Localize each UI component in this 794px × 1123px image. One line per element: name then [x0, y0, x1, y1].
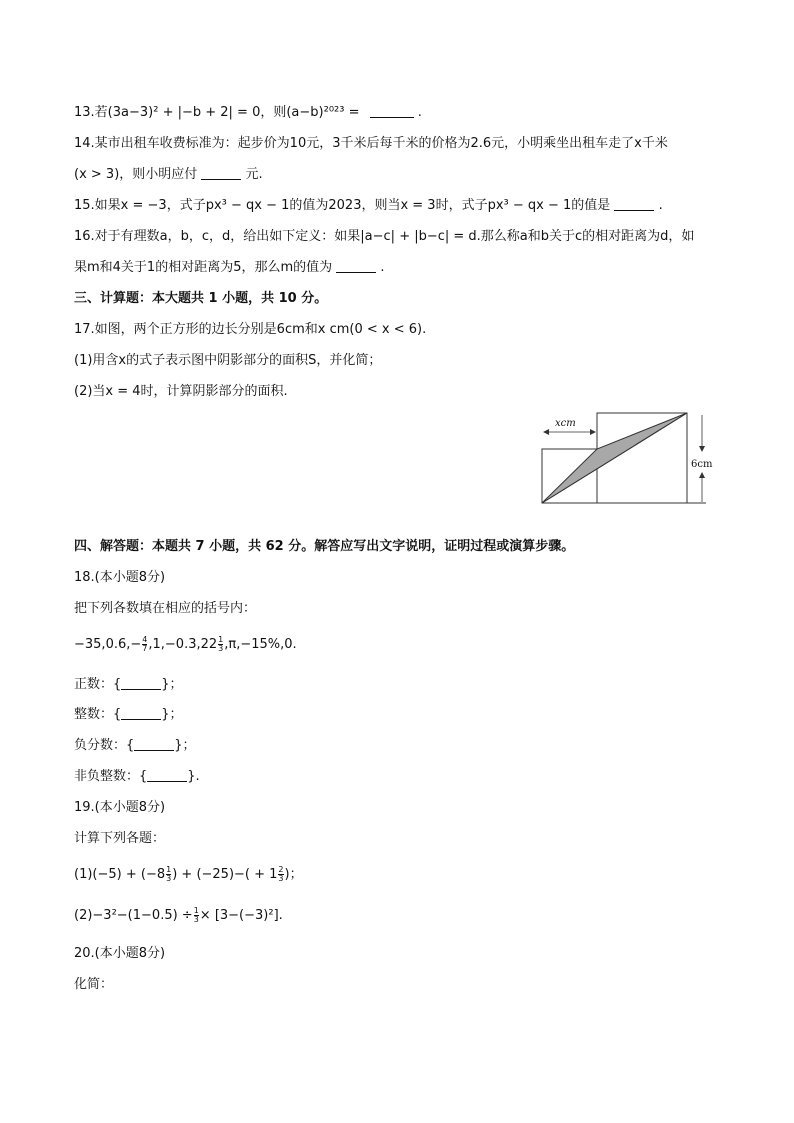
positive-label: 正数：{: [74, 677, 122, 692]
frac-den: 3: [278, 874, 284, 883]
q19-expr1: [74, 866, 303, 884]
frac-den: 3: [218, 644, 224, 653]
expr1-c: )；: [284, 867, 303, 882]
q15-text: 15.如果x = −3，式子px³ − qx − 1的值为2023，则当x = 3时，式子px³ − qx − 1的值是: [74, 198, 611, 213]
q14-line2-b: 元.: [245, 167, 263, 182]
q13-text: 13.若(3a−3)² + |−b + 2| = 0，则(a−b)²⁰²³ =: [74, 105, 360, 120]
integer-label: 整数：{: [74, 707, 122, 722]
nonnegative-integer-close: }.: [187, 769, 200, 784]
label-6cm: 6cm: [691, 459, 713, 470]
frac-den: 3: [166, 874, 172, 883]
expr1-a: (1)(−5) + (−8: [74, 867, 166, 882]
height-arrowhead-top: [699, 472, 705, 478]
q17-part1: (1)用含x的式子表示图中阴影部分的面积S，并化简；: [74, 353, 382, 368]
fraction-4-7: [142, 636, 147, 653]
q17-stem: 17.如图，两个正方形的边长分别是6cm和x cm(0 < x < 6).: [74, 322, 427, 337]
q15-answer-blank[interactable]: [614, 198, 654, 211]
negative-fraction-label: 负分数：{: [74, 738, 135, 753]
q16-line2-b: .: [380, 260, 385, 275]
q19-head: 19.(本小题8分): [74, 800, 166, 815]
fraction-1-3: [194, 907, 199, 924]
q15: [74, 197, 663, 215]
x-arrowhead-left: [543, 429, 549, 435]
list-part-b: ,1,−0.3,22: [148, 637, 218, 652]
q14-answer-blank[interactable]: [201, 167, 241, 180]
q17-figure: [540, 411, 720, 506]
q15-tail: .: [658, 198, 663, 213]
frac-num: 1: [218, 635, 224, 644]
frac-num: 1: [166, 865, 172, 874]
positive-blank[interactable]: [121, 677, 161, 690]
q13-answer-blank[interactable]: [370, 105, 414, 118]
q18-negative-fraction: [74, 737, 196, 755]
negative-fraction-blank[interactable]: [134, 738, 174, 751]
q14-line2-a: (x > 3)，则小明应付: [74, 167, 198, 182]
fraction-1-3: [218, 636, 223, 653]
q18-instruction: 把下列各数填在相应的括号内：: [74, 601, 257, 616]
q18-integer: [74, 706, 183, 724]
integer-blank[interactable]: [121, 707, 161, 720]
q18-positive: [74, 676, 183, 694]
q16-line2-a: 果m和4关于1的相对距离为5，那么m的值为: [74, 260, 333, 275]
frac-den: 3: [193, 915, 199, 924]
q20-instruction: 化简：: [74, 977, 114, 992]
frac-num: 4: [142, 635, 148, 644]
q13: [74, 104, 422, 122]
expr2-b: × [3−(−3)²].: [199, 908, 283, 923]
q14-line1: 14.某市出租车收费标准为：起步价为10元，3千米后每千米的价格为2.6元，小明乘坐出租车走了x千米: [74, 136, 668, 151]
section-3-heading: 三、计算题：本大题共 1 小题，共 10 分。: [74, 291, 328, 306]
list-part-a: −35,0.6,−: [74, 637, 142, 652]
q20-head: 20.(本小题8分): [74, 946, 166, 961]
frac-den: 7: [142, 644, 148, 653]
q19-instruction: 计算下列各题：: [74, 831, 166, 846]
expr1-b: ) + (−25)−( + 1: [172, 867, 278, 882]
nonnegative-integer-label: 非负整数：{: [74, 769, 148, 784]
q16-answer-blank[interactable]: [336, 260, 376, 273]
x-arrowhead-right: [590, 429, 596, 435]
frac-num: 2: [278, 865, 284, 874]
list-part-c: ,π,−15%,0.: [224, 637, 297, 652]
q14-line2: [74, 166, 263, 184]
positive-close: }；: [161, 677, 183, 692]
fraction-2-3: [278, 866, 283, 883]
integer-close: }；: [161, 707, 183, 722]
q18-nonnegative-integer: [74, 768, 200, 786]
q18-head: 18.(本小题8分): [74, 570, 166, 585]
negative-fraction-close: }；: [174, 738, 196, 753]
nonnegative-integer-blank[interactable]: [147, 769, 187, 782]
q19-expr2: [74, 907, 283, 925]
q16-line1: 16.对于有理数a，b，c，d，给出如下定义：如果|a−c| + |b−c| = d.那么称a和b关于c的相对距离为d，如: [74, 229, 695, 244]
label-x-cm: xcm: [555, 418, 576, 429]
expr2-a: (2)−3²−(1−0.5) ÷: [74, 908, 193, 923]
q16-line2: [74, 259, 385, 277]
q18-number-list: [74, 636, 297, 654]
q13-tail: .: [417, 105, 422, 120]
section-4-heading: 四、解答题：本题共 7 小题，共 62 分。解答应写出文字说明，证明过程或演算步骤。: [74, 539, 575, 554]
fraction-1-3: [166, 866, 171, 883]
frac-num: 1: [193, 906, 199, 915]
q17-part2: (2)当x = 4时，计算阴影部分的面积.: [74, 384, 288, 399]
height-arrowhead-bottom: [699, 446, 705, 452]
